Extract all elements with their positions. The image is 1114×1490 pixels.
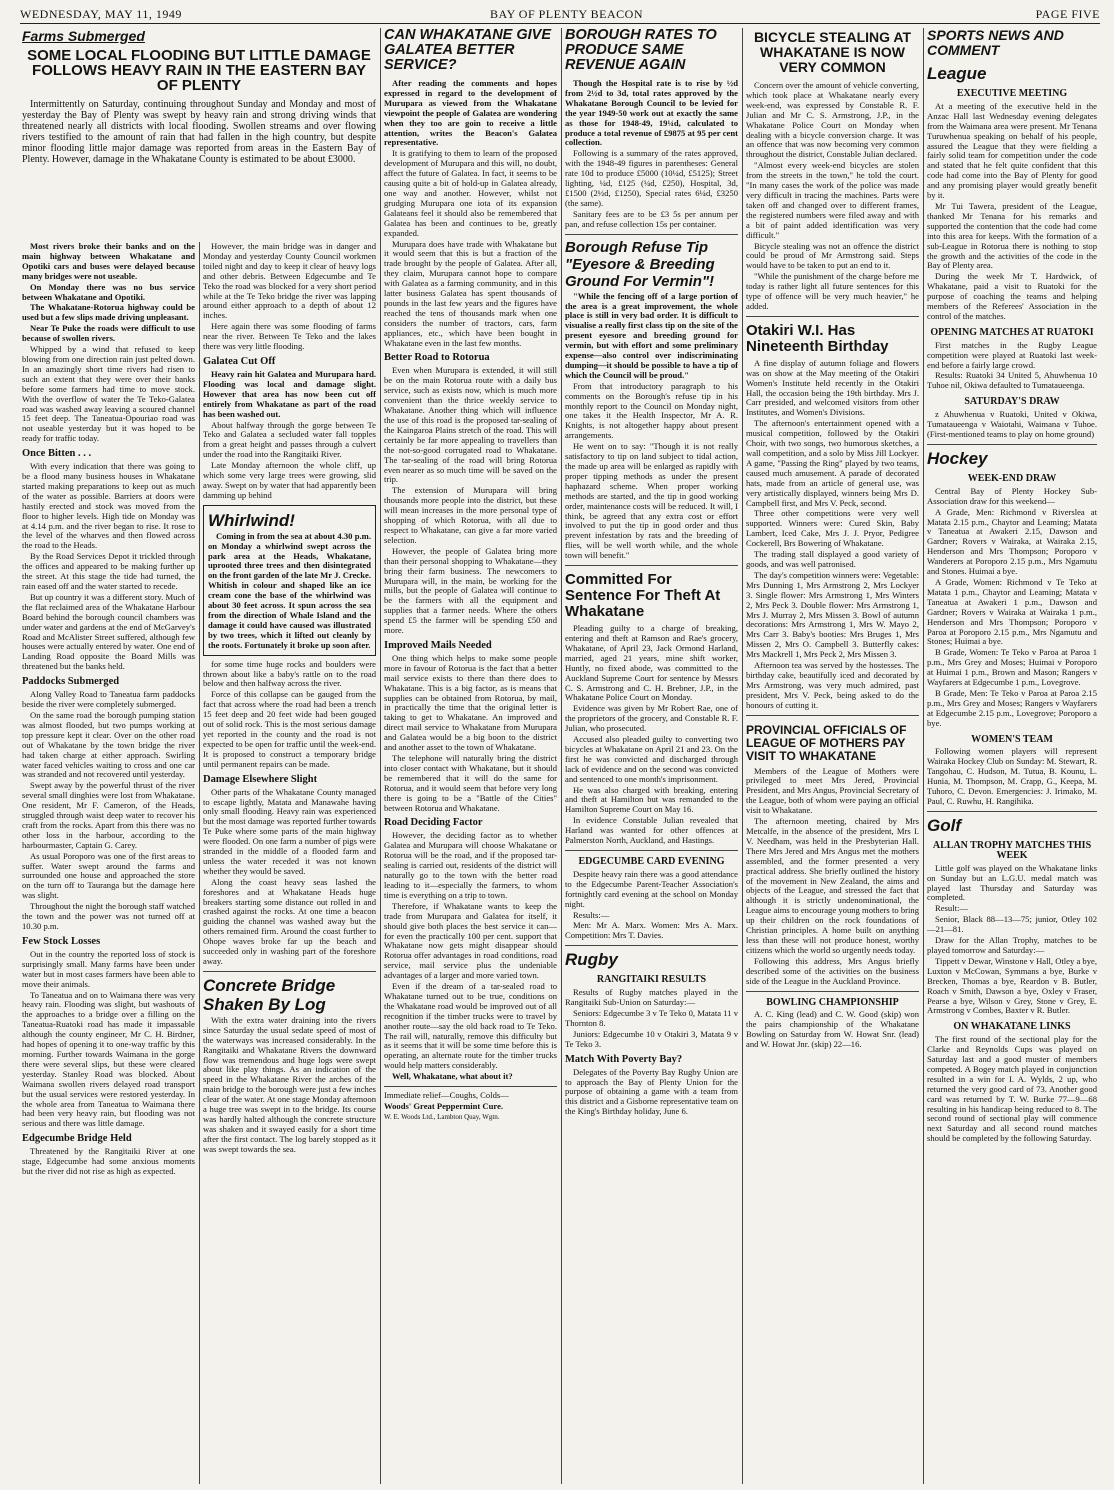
paragraph: Well, Whakatane, what about it? xyxy=(392,1071,513,1082)
paragraph: for some time huge rocks and boulders were thrown about like a baby's rattle on to the road below and then halfway across the river. xyxy=(203,658,376,689)
rates-headline: BOROUGH RATES TO PRODUCE SAME REVENUE AGAIN xyxy=(565,28,717,73)
rates-body-1: Following is a summary of the rates approved, with the 1948-49 figures in parentheses: General rate 10d to produce £5000 (10¼d, £5125); Street lighting, ¼d, £125 (¼d, £250), Hospital, 3d, £1500 (2½d, £1250), Special rates 6¼d, £3250 (the same). xyxy=(565,148,738,208)
masthead-page: PAGE FIVE xyxy=(1035,7,1100,21)
card-body-3: Men: Mr A. Marx. Women: Mrs A. Marx. Competition: Mrs T. Davies. xyxy=(565,920,738,941)
bowling-body: A. C. King (lead) and C. W. Good (skip) won the pairs championship of the Whakatane Bowling on Saturday from W. Howat Snr. (lead) and W. Howat Jnr. (skip) 22—16. xyxy=(746,1009,919,1050)
ad-line-1: Immediate relief—Coughs, Colds— xyxy=(384,1090,509,1101)
divider xyxy=(746,715,919,716)
column-rule xyxy=(380,28,381,1484)
bicycle-headline: BICYCLE STEALING AT WHAKATANE IS NOW VERY COMMON xyxy=(753,29,912,75)
tip-body-2: He went on to say: "Though it is not really satisfactory to tip on land subject to tidal action, the made up area will be enlarged as rapidly with proper tipping methods as under the present haphazard scheme. When proper working methods are started, and the tip in good working order, maintenance costs will be reduced. It will, I think, be agreed that any extra cost or effort involved to put the tip in good order and thus prevent infestation by rats and the breeding of flies, will be well worth while, and the whole town will benefit." xyxy=(565,441,738,561)
paragraph: Late Monday afternoon the whole cliff, up which some very large trees were growing, slid away. Swept on by water that had apparently been damming up behind xyxy=(203,460,376,500)
paragraph: Along Valley Road to Taneatua farm paddocks beside the river were completely submerged. xyxy=(22,689,195,710)
paragraph: However, the main bridge was in danger and Monday and yesterday County Council workmen toiled night and day to keep it clear of heavy logs and other debris. Between Edgecumbe and Te Teko the road was blocked for a very short period while at the Te Teko bridge the river was lapping around either approach to a depth of about 12 inches. xyxy=(203,242,376,321)
paragraph: Murupara does have trade with Whakatane but it would seem that this is but a fraction of the trade brought by the people of Galatea. After all, they claim, Murupara cannot hope to compare with Galatea as a farming community, and in this latter business Galatea has spent thousands of pounds in the last few years and the figures have reached the tens of thousands mark when one considers the number of tractors, cars, farm appliances, etc., which have been bought in Whakatane even in the last few months. xyxy=(384,238,557,348)
bicycle-body-2: "Almost every week-end bicycles are stolen from the streets in the town," he told the court. "In many cases the work of the police was made very difficult in tracing the machines. Parts were taken off and changed over to different frames, the registered numbers were filed away and with a bit of paint added identification was very difficult." xyxy=(746,160,919,240)
otakiri-body-5: The day's competition winners were: Vegetable: Mrs Dunning 1, Mrs Armstrong 2, Mrs Lockyer 3. Single flower: Mrs Armstrong 1, Mrs Winters 2, Mrs Peck 3. Double flower: Mrs Armstrong 1, Mrs J. Murray 2, Mrs Missen 3. Bowl of autumn decorations: Mrs Armstrong 1, Mrs W. Mayo 2, Mrs Carr 3. Baby's booties: Mrs Bruges 1, Mrs Missen 2, Mrs O. Campbell 3. Butterfly cakes: Mrs Mackrell 1, Mrs Peck 2, Mrs Missen 3. xyxy=(746,569,919,660)
rugby-body-2: Seniors: Edgecumbe 3 v Te Teko 0, Matata 11 v Thornton 8. xyxy=(565,1007,738,1028)
paragraph: But up country it was a different story. Much of the flat reclaimed area of the Whakatane Harbour Board behind the borough council chambers was under water and gardens at the end of McGarvey's Road and McAlister Street suffered, although few houses were actually entered by water. One end of Landing Road opposite the Board Mills was threatened but the banks held. xyxy=(22,591,195,672)
theft-headline: Committed For Sentence For Theft At Whakatane xyxy=(565,571,721,621)
golf-kicker: Golf xyxy=(927,815,961,835)
rugby-headline: RANGITAIKI RESULTS xyxy=(596,974,707,986)
paragraph: To Taneatua and on to Waimana there was very heavy rain. Flooding was slight, but washouts of the approaches to a bridge over a filling on the Taneatua-Ruatoki road has made it impassable although the county engineer, Mr C. H. Birdner, had hopes of opening it to one-way traffic by this morning. Further towards Waimana in the gorge there were several slips, but these were cleared yesterday. Stanley Road was blocked. About Waimana swollen rivers delayed road transport but the usual services were restored yesterday. In the whole area from Taneatua to Waimana there had been very heavy rain, but flooding was not serious and there was little damage. xyxy=(22,989,195,1129)
divider xyxy=(203,971,376,972)
farms-intro: Intermittently on Saturday, continuing throughout Sunday and Monday and most of yesterday the Bay of Plenty was swept by heavy rain and strong driving winds that threatened nearly all districts with local flooding. Swollen streams and over flowing rivers testified to the amount of rain that had fallen in the high country, but despite minor flooding little major damage was reported from areas in the Eastern Bay of Plenty. However, damage in the Whakatane County is estimated to be about £3000. xyxy=(22,99,376,165)
allan-body-5: Tippett v Dewar, Winstone v Hall, Otley a bye, Luxton v McCowan, Symmans a bye, Burke v Brecken, Thomas a bye, Reardon v B. Butler, Roach v Smith, Dawson a bye, Oxley v Fraser, Pearse a bye, Wilson v Grey, Stone v Grey, E. Armstrong v Combes, Baxter v R. Butler. xyxy=(927,955,1097,1016)
rugby-sub: Match With Poverty Bay? xyxy=(565,1053,683,1065)
draw-headline: SATURDAY'S DRAW xyxy=(964,396,1060,408)
bowling-headline: BOWLING CHAMPIONSHIP xyxy=(766,996,899,1008)
paragraph: Whipped by a wind that refused to keep blowing from one direction rain just pelted down. In an amazingly short time rivers had risen to such an extent that they were over their banks before some farmers had time to move stock. With the overflow of water the Te Teko-Galatea road was washed away leaving a scoured channel 15 feet deep. The Taneatua-Opouriao road was not useable yesterday but it was hoped to be ready for traffic today. xyxy=(22,344,195,444)
theft-body-2: Evidence was given by Mr Robert Rae, one of the proprietors of the grocery, and Constable R. F. Julian, who prosecuted. xyxy=(565,703,738,734)
paragraph: Force of this collapse can be gauged from the fact that across where the road had been a trench 15 feet deep and 20 feet wide had been gouged out of solid rock. This is the most serious damage yet reported in the county and the road is not expected to be open for traffic until the week-end. It is proposed to construct a temporary bridge until permanent repairs can be made. xyxy=(203,689,376,769)
column-2 xyxy=(203,242,376,1484)
masthead-paper: BAY OF PLENTY BEACON xyxy=(490,7,644,21)
theft-body-5: In evidence Constable Julian revealed that Harland was wanted for other offences at Palmerston North, Auckland, and Hastings. xyxy=(565,815,738,846)
farms-headline: SOME LOCAL FLOODING BUT LITTLE DAMAGE FOLLOWS HEAVY RAIN IN THE EASTERN BAY OF PLENTY xyxy=(27,47,371,94)
hdraw-body-2: A Grade, Men: Richmond v Riverslea at Matata 2.15 p.m., Chaytor and Leaming; Matata v Taneatua at Awakeri 2.15, Dawson and Gardner; Rovers v Wairaka, at Wairaka 2.15, Henderson and Mrs Thompson; Poroporo v Wanderers at Poroporo 2.15 p.m., Mrs Ngamutu and Stones. Huimai a bye. xyxy=(927,506,1097,577)
subheading: Galatea Cut Off xyxy=(203,355,276,367)
subheading: Edgecumbe Bridge Held xyxy=(22,1133,132,1145)
paragraph: Heavy rain hit Galatea and Murupara hard. Flooding was local and damage slight. However that area has now been cut off entirely from Whakatane as part of the road has been washed out. xyxy=(203,368,376,419)
bicycle-body-3: Bicycle stealing was not an offence the district could be proud of Mr Armstrong said. Steps would have to be taken to put an end to it. xyxy=(746,240,919,271)
subheading: Damage Elsewhere Slight xyxy=(203,773,318,785)
paragraph: By the Road Services Depot it trickled through the offices and appeared to be making further up the street. At this stage the tide had turned, the rain eased off and the water started to recede. xyxy=(22,551,195,591)
column-1 xyxy=(22,242,195,1484)
open-body-2: Results: Ruatoki 34 United 5, Ahuwhenua 10 Tuhoe nil, Okiwa defaulted to Tumataueenga. xyxy=(927,370,1097,391)
women-body: Following women players will represent Wairaka Hockey Club on Sunday: M. Stewart, R. Tangohau, C. Hudson, M. Tutua, B. Kounu, L. Hunia, M. Thompson, M. Crapp, G., Keepa, M. Tuhoro, C. Devon. Emergencies: J. Irimako, M. Paul, C. Ruwhu, H. Rangihika. xyxy=(927,746,1097,806)
mothers-body-1: Members of the League of Mothers were privileged to meet Mrs Jered, Provincial President, and Mrs Angus, Provincial Secretary of the League, both of whom were paying an official visit to Whakatane. xyxy=(746,765,919,816)
paragraph: It is gratifying to them to learn of the proposed development of Murupara and this will, no doubt, affect the future of Galatea. In fact, it seems to be causing quite a bit of hold-up in Galatea already, one way and another. However, whilst not grudging Murupara one iota of its expansion Galateans feel it should also be remembered that Galatea has been and continues to be, greatly expanded. xyxy=(384,148,557,238)
otakiri-body-2: The afternoon's entertainment opened with a musical competition, followed by the Otakiri Choir, with two songs, two humorous sketches, a wall competition, and a solo by Miss Jill Lockyer. A game, "Passing the Ring" played by two teams, caused much amusement. A parade of decorated hats, made from an article of general use, was very artistically displayed, winners being Mrs D. Campbell first, and Mrs V. Peck, second. xyxy=(746,418,919,508)
subheading: Paddocks Submerged xyxy=(22,676,120,688)
galatea-lede: After reading the comments and hopes expressed in regard to the development of Murupara as viewed from the Whakatane viewpoint the people of Galatea are wondering when they too are goin to receive a little attention, writes the Beacon's Galatea representative. xyxy=(384,78,557,148)
column-6 xyxy=(927,28,1097,1484)
paragraph: Swept away by the powerful thrust of the river several small dinghies were lost from Whakatane. One resident, Mr F. Cameron, of the Heads, struggled through waist deep water to recover his craft from the rocks. Apart from this there was no other loss in the harbour, according to the harbourmaster, Captain G. Carey. xyxy=(22,780,195,850)
card-headline: EDGECUMBE CARD EVENING xyxy=(578,856,725,867)
ad-line-2: Woods' Great Peppermint Cure. xyxy=(384,1101,504,1111)
divider xyxy=(565,234,738,235)
otakiri-body-6: Afternoon tea was served by the hostesses. The birthday cake, beautifully iced and decorated by Mrs Armstrong, was very much admired, past president, Mrs V. Peck, being asked to do the honours of cutting it. xyxy=(746,660,919,710)
otakiri-body-3: Three other competitions were very well supported. Winners were: Cured Skin, Baby Lambert, Iced Cake, Mrs J. J. Pryor, Pedigree Cockerell, Brs Bowering of Whakatane. xyxy=(746,508,919,549)
paragraph: Throughout the night the borough staff watched the town and the power was not turned off at 10.30 p.m. xyxy=(22,901,195,931)
subheading: Improved Mails Needed xyxy=(384,639,492,651)
links-headline: ON WHAKATANE LINKS xyxy=(953,1021,1071,1033)
paragraph: Even when Murupara is extended, it will still be on the main Rotorua route with a daily bus service, such as exists now, which is much more convenient than the thrice weekly service to Whakatane. Another thing which will influence the use of this road is the proposed tar-sealing of the Kaingaroa Plains stretch of the road. This will certainly be far more appealing to travellers than the not-so-good corrugated road to Whakatane. The tar-sealing of the road will bring Rotorua even nearer as so much time will be saved on the trip. xyxy=(384,365,557,485)
exec-body-3: During the week Mr T. Hardwick, of Whakatane, paid a visit to Ruatoki for the purpose of coaching the teams and helping members of the Referees' Association in the control of the matches. xyxy=(927,271,1097,321)
galatea-headline: CAN WHAKATANE GIVE GALATEA BETTER SERVICE? xyxy=(384,28,552,73)
mothers-body-2: The afternoon meeting, chaired by Mrs Metcalfe, in the absence of the president, Mrs I. V. Needham, was held in the Presbyterian Hall. There Mrs Jered and Mrs Angus met the mothers assembled, and the former presented a very practical address. She briefly outlined the history of the movement in New Zealand, the aims and objects of the League, and stressed the fact that although it is strictly undenominational, the League aims to encourage young mothers to bring up their children on the rock foundations of Christian principles. A home built on anything less than these will not produce honest, worthy citizens which the world so urgently needs today. xyxy=(746,816,919,955)
paragraph: Even if the dream of a tar-sealed road to Whakatane turned out to be true, conditions on the Whakatane road would be improved out of all recognition if the timber trucks were to travel by another route—say the old back road to Te Teko. The rail will, naturally, remove this difficulty but as it seems that it will be some time before this is operating, an alternate route for the timber trucks would help matters considerably. xyxy=(384,981,557,1071)
column-4 xyxy=(565,28,738,1484)
otakiri-body-1: A fine display of autumn foliage and flowers was on show at the May meeting of the Otakiri Women's Institute held recently in the Otakiri Hall, the occasion being the 19th birthday. Mrs J. Carr presided, and welcomed visitors from other Institutes, and Women's Divisions. xyxy=(746,357,919,418)
exec-headline: EXECUTIVE MEETING xyxy=(956,88,1068,99)
divider xyxy=(565,945,738,946)
column-rule xyxy=(561,28,562,1484)
divider xyxy=(384,1086,557,1087)
column-rule xyxy=(742,28,743,1484)
whirlwind-box xyxy=(203,505,376,656)
paragraph: Most rivers broke their banks and on the main highway between Whakatane and Opotiki cars and buses were delayed because many bridges were not useable. xyxy=(22,242,195,281)
masthead-date: WEDNESDAY, MAY 11, 1949 xyxy=(20,7,182,21)
paragraph: On the same road the borough pumping station was almost flooded, but two pumps working at top pressure kept it clear. Over on the other road out of Whakatane by the town bridge the river had taken charge at either approach. Swirling water faced vehicles waiting to cross and one car was stranded and not recovered until yesterday. xyxy=(22,709,195,780)
whirlwind-body: Coming in from the sea at about 4.30 p.m. on Monday a whirlwind swept across the park area at the Heads, Whakatane, uprooted three trees and then disintegrated on the front garden of the late Mr J. Crecke. Whitish in colour and shaped like an ice cream cone the base of the whirlwind was about 30 feet across. It spun across the sea from the direction of Whale Island and the damage it could have caused was illustrated by two trees, which it lifted out cleanly by the roots. Fortunately it broke up soon after. xyxy=(208,530,371,650)
bicycle-body-4: "While the punishment of the charge before me today is rather light all future sentences for this type of offence will be very much heavier," he added. xyxy=(746,271,919,311)
paragraph: As usual Poroporo was one of the first areas to suffer. Water swept around the farms and surrounded one house and approached the store on the turn off to Tauranga but the damage here was slight. xyxy=(22,850,195,901)
allan-body-2: Result:— xyxy=(935,903,968,914)
divider xyxy=(746,316,919,317)
hdraw-body-4: B Grade, Women: Te Teko v Paroa at Paroa 1 p.m., Mrs Grey and Moses; Huimai v Poroporo at Huimai 1 p.m., Brown and Mason; Rangers v Wayfarers at Edgecumbe 1 p.m., Lovegrove. xyxy=(927,647,1097,688)
links-body: The first round of the sectional play for the Clarke and Reynolds Cups was played on Saturday last and a good muster of members competed. A Bogey match played in conjunction resulted in a win for I. A. Wylds, 2 up, who returned the very good card of 73. Another good card was returned by T. W. Burke 77—9—68 resulting in his handicap being reduced to 8. The second round of sectional play will commence next Saturday and all second round matches should be completed by the following Saturday. xyxy=(927,1034,1097,1144)
open-headline: OPENING MATCHES AT RUATOKI xyxy=(930,326,1094,338)
mothers-headline: PROVINCIAL OFFICIALS OF LEAGUE OF MOTHERS PAY VISIT TO WHAKATANE xyxy=(746,722,907,763)
masthead xyxy=(20,7,1100,21)
column-5 xyxy=(746,28,919,1484)
tip-body-1: From that introductory paragraph to his comments on the Borough's refuse tip in his monthly report to the Council on Monday night, one takes it the Health Inspector, Mr A. R. Knights, is not altogether happy about present arrangements. xyxy=(565,380,738,441)
column-3 xyxy=(384,28,557,1484)
rugby-body-3: Juniors: Edgecumbe 10 v Otakiri 3, Matata 9 v Te Teko 3. xyxy=(565,1028,738,1049)
paragraph: With every indication that there was going to be a flood many business houses in Whakatane started making preparations to keep out as much of the water as possible. Barriers at doors were hastily erected and stock was moved from the floor to higher levels. High tide on Monday was at 4.14 p.m. and the river began to rise. It rose to the level of the wharves and then flowed across the road to the Heads. xyxy=(22,461,195,551)
theft-body-1: Pleading guilty to a charge of breaking, entering and theft at Ramson and Rae's grocery, Whakatane, of April 23, Jack Ormond Harland, married, aged 21 years, mine shift worker, Huntly, no fixed abode, was committed to the Auckland Supreme Court for sentence by Messrs C. S. Armstrong and C. H. Brebner, J.P., in the Whakatane Police Court on Monday. xyxy=(565,623,738,703)
farms-header xyxy=(22,28,376,258)
allan-body-1: Little golf was played on the Whakatane links on Sunday but an L.G.U. medal match was played last Thursday and Saturday was completed. xyxy=(927,862,1097,903)
otakiri-headline: Otakiri W.I. Has Nineteenth Birthday xyxy=(746,321,889,355)
masthead-rule xyxy=(20,23,1100,24)
paragraph: Near Te Puke the roads were difficult to use because of swollen rivers. xyxy=(22,323,195,344)
paragraph: Threatened by the Rangitaiki River at one stage, Edgecumbe had some anxious moments but the river did not rise as high as expected. xyxy=(22,1146,195,1177)
rugby-sub-body: Delegates of the Poverty Bay Rugby Union are to approach the Bay of Plenty Union for the purpose of obtaining a game with a team from this district and a Gisborne representative team on the King's Birthday holiday, June 6. xyxy=(565,1066,738,1117)
paragraph: The telephone will naturally bring the district into closer contact with Whakatane, but it should be remembered that it will do the same for Rotorua, and it would seem that before very long there is going to be a "Battle of the Cities" between Rotorua and Whakatane. xyxy=(384,753,557,813)
paragraph: One thing which helps to make some people more in favour of Rotorua is the fact that a better mail service exists to there than there does to Whakatane. This is a big factor, as is means that supplies can be obtained from Rotorua, by mail, in practically the time that the original letter is taking to get to Whakatane. An improved and direct mail service to Whakatane from Murupara and Galatea would be a big boon to the district and another asset to the town of Whakatane. xyxy=(384,652,557,753)
bridge-body: With the extra water draining into the rivers since Saturday the usual sedate speed of most of the waterways was increased considerably. In the Rangitaiki and Whakatane Rivers the downward flow was tremendous and huge logs were swept about like play things. As an indication of the speed in the Whakatane River the arches of the main bridge to the borough were just a few inches clear of the water. At one stage Monday afternoon a huge tree was swept in to the bridge. Its course was hardly halted although the concrete structure was shaken and it swayed easily for a short time after the first contact. The log barely stopped as it was swept towards the sea. xyxy=(203,1014,376,1154)
allan-body-3: Senior, Black 88—13—75; junior, Otley 102—21—81. xyxy=(927,914,1097,935)
paragraph: However, the deciding factor as to whether Galatea and Murupara will choose Whakatane or Rotorua will be the road, and if the proposed tar-sealing is carried out, residents of the district will naturally go to the town with the better road leading to it—especially the farmers, to whom time is everything on a trip to town. xyxy=(384,830,557,900)
mothers-body-3: Following this address, Mrs Angus briefly described some of the activities on the business side of the League in the Auckland Province. xyxy=(746,955,919,986)
ad-line-3: W. E. Woods Ltd., Lambton Quay, Wgtn. xyxy=(384,1112,500,1121)
hdraw-body-5: B Grade, Men: Te Teko v Paroa at Paroa 2.15 p.m., Mrs Grey and Moses; Rangers v Wayfarers at Edgecumbe 2.15 p.m., Lovegrove; Poroporo a bye. xyxy=(927,687,1097,728)
card-body-1: Despite heavy rain there was a good attendance to the Edgecumbe Parent-Teacher Association's fortnightly card evening at the school on Monday night. xyxy=(565,868,738,909)
allan-body-4: Draw for the Allan Trophy, matches to be played tomorrow and Saturday:— xyxy=(927,935,1097,955)
paragraph: On Monday there was no bus service between Whakatane and Opotiki. xyxy=(22,281,195,302)
paragraph: However, the people of Galatea bring more than their personal shopping to Whakatane—they bring their farm business. The newcomers to Murupara will, in the main, be working for the mills, but the people of Galatea will continue to be the farmers with all the equipment and supplies that a farmer needs. Where the others spend £5 the farmer will be spending £50 and more. xyxy=(384,545,557,636)
paragraph: Here again there was some flooding of farms near the river. Between Te Teko and the lakes there was very little flooding. xyxy=(203,321,376,352)
hdraw-headline: WEEK-END DRAW xyxy=(967,472,1057,484)
paragraph: Other parts of the Whakatane County managed to escape lightly, Matata and Manawahe having only small flooding. Heavy rain was experienced but the most damage was reported further towards Te Puke where some parts of the main highway were flooded. On one farm a number of pigs were stranded in the middle of a flooded farm and unless the water receded it was not known whether they would be saved. xyxy=(203,786,376,876)
draw-body: z Ahuwhenua v Ruatoki, United v Okiwa, Tumataueenga v Waiotahi, Waimana v Tuhoe. (First-mentioned teams to play on home ground) xyxy=(927,409,1097,439)
rugby-body-1: Results of Rugby matches played in the Rangitaiki Sub-Union on Saturday:— xyxy=(565,987,738,1008)
paragraph: About halfway through the gorge between Te Teko and Galatea a secluded water fall topples from a great height and passes through a culvert under the road into the Rangitaiki River. xyxy=(203,419,376,460)
hockey-kicker: Hockey xyxy=(927,448,988,468)
subheading: Once Bitten . . . xyxy=(22,448,92,460)
divider xyxy=(746,991,919,992)
divider xyxy=(927,811,1097,812)
sports-kicker: SPORTS NEWS AND COMMENT xyxy=(927,28,1064,58)
league-kicker: League xyxy=(927,64,987,83)
whirlwind-title: Whirlwind! xyxy=(208,510,295,530)
paragraph: The Whakatane-Rotorua highway could be used but a few slips made driving unpleasant. xyxy=(22,302,195,323)
theft-body-4: He was also charged with breaking, entering and theft at Hamilton but was remanded to the Hamilton Supreme Court on May 16. xyxy=(565,784,738,815)
divider xyxy=(565,850,738,851)
women-headline: WOMEN'S TEAM xyxy=(971,733,1053,745)
subheading: Better Road to Rotorua xyxy=(384,352,490,364)
divider xyxy=(565,565,738,566)
paragraph: Therefore, if Whakatane wants to keep the trade from Murupara and Galatea for itself, it should give both places the best service it can—for even the practically 100 per cent. support that Whakatane now gets might disappear should Rotorua offer advantages in road conditions, road service, mail service plus the undeniable advantages of a larger and more varied town. xyxy=(384,900,557,981)
rates-body-2: Sanitary fees are to be £3 5s per annum per pan, and refuse collection 15s per container. xyxy=(565,208,738,229)
subheading: Road Deciding Factor xyxy=(384,817,483,829)
bicycle-body-1: Concern over the amount of vehicle converting, which took place at Whakatane nearly every week-end, was expressed by Constable R. F. Julian and Mr C. S. Armstrong, J.P., in the Whakatane Police Court on Monday when dealing with a bicycle conversion charge. It was an offence that was now becoming very common throughout the district, Constable Julian declared. xyxy=(746,80,919,160)
allan-headline: ALLAN TROPHY MATCHES THIS WEEK xyxy=(932,839,1092,861)
tip-headline: Borough Refuse Tip "Eyesore & Breeding Ground For Vermin"! xyxy=(565,238,715,290)
farms-kicker: Farms Submerged xyxy=(22,28,145,44)
exec-body-1: At a meeting of the executive held in the Anzac Hall last Wednesday evening delegates from the Waimana area were present. Mr Tenana Turuwhenua speaking on behalf of his people, assured the League that they were fielding a fairly solid team for competition under the code and stated that he felt quite confident that this code had come into the Bay of Plenty for good and any promising player would greatly benefit by it. xyxy=(927,100,1097,201)
card-body-2: Results:— xyxy=(573,909,610,920)
paragraph: Along the coast heavy seas lashed the foreshores and at Whakatane Heads huge breakers starting some distance out rolled in and crashed against the rocks. At one time a beacon guiding the channel was washed away but the others remained firm. Around the coast further to Ohope waves broke far up the beach and succeeded only in washing part of the foreshore away. xyxy=(203,876,376,966)
hdraw-body-3: A Grade, Women: Richmond v Te Teko at Matata 1 p.m., Chaytor and Leaming; Matata v Taneatua at Awakeri 1 p.m., Dawson and Gardner; Rovers v Wairaka at Wairaka 1 p.m., Henderson and Mrs Thompson; Poroporo v Paroa at Poroporo 2.15 p.m., Mrs Ngamutu and Stones; Huimai a bye. xyxy=(927,576,1097,647)
divider xyxy=(927,444,1097,445)
otakiri-body-4: The trading stall displayed a good variety of goods, and was well patronised. xyxy=(746,549,919,569)
subheading: Few Stock Losses xyxy=(22,935,101,947)
column-rule xyxy=(923,28,924,1484)
tip-lede: "While the fencing off of a large portion of the area is a great improvement, the whole place is still in very bad order. It is difficult to visualise a really first class tip on the site of the present eyesore and breeding ground for vermin, but with effort and some preliminary expense—also control over indiscriminating dumping—it should be possible to have a tip of which the Council will be proud." xyxy=(565,290,738,380)
exec-body-2: Mr Tui Tawera, president of the League, thanked Mr Tenana for his remarks and supported the contention that the code had come into this area for keeps. With the formation of a sub-League in Rotorua there is nothing to stop the growth and the activities of the code in the Bay of Plenty area. xyxy=(927,200,1097,271)
paragraph: The extension of Murupara will bring thousands more people into the district, but these will mean increases in the more personal type of shopping of which Rotorua, with all due to respect to Whakatane, can give a far more varied selection. xyxy=(384,485,557,545)
column-rule xyxy=(199,242,200,1484)
open-body-1: First matches in the Rugby League competition were played at Ruatoki last week-end before a fairly large crowd. xyxy=(927,339,1097,370)
bridge-title: Concrete Bridge Shaken By Log xyxy=(203,975,336,1014)
rugby-kicker: Rugby xyxy=(565,950,618,970)
theft-body-3: Accused also pleaded guilty to converting two bicycles at Whakatane on April 21 and 23. On the first he was convicted and discharged through lack of evidence and on the second was convicted and sentenced to one month's imprisonment. xyxy=(565,734,738,784)
hdraw-body-1: Central Bay of Plenty Hockey Sub-Association draw for this weekend— xyxy=(927,485,1097,506)
rates-lede: Though the Hospital rate is to rise by ½d from 2½d to 3d, total rates approved by the Whakatane Borough Council to be levied for the year 1949-50 work out at exactly the same as those for 1948-49, 19¼d, calculated to produce a total revenue of £9875 at 95 per cent collection. xyxy=(565,78,738,148)
paragraph: Out in the country the reported loss of stock is surprisingly small. Many farms have been under water but in most cases farmers have been able to move their animals. xyxy=(22,948,195,989)
